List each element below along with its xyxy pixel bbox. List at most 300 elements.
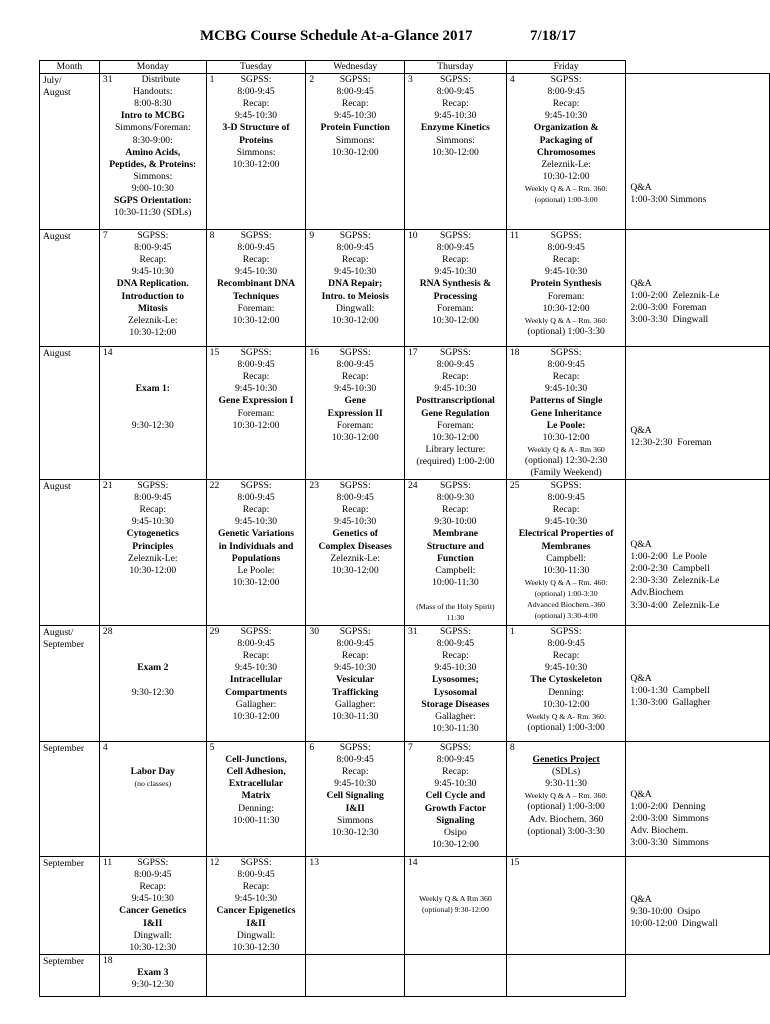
week-row (40, 742, 770, 857)
session-line: Recap: (552, 98, 580, 110)
session-line: Introduction to (121, 290, 185, 302)
session-line: Recap: (442, 504, 469, 516)
page-title: MCBG Course Schedule At-a-Glance 2017 (200, 28, 473, 44)
session-line: Amino Acids, (125, 146, 181, 158)
session-line: Foreman: (437, 302, 474, 314)
session-line: 9:45-10:30 (545, 662, 588, 674)
qa-line: Q&A (630, 278, 652, 290)
month-cell (40, 954, 100, 996)
qa-line: 1:00-2:00 Zeleznik-Le (630, 290, 720, 302)
month-cell (40, 347, 100, 480)
session-line: Gene Inheritance (530, 407, 602, 419)
session-line: 8:00-9:30 (436, 492, 475, 504)
session-line: 9:45-10:30 (234, 893, 278, 905)
day-cell (506, 230, 626, 347)
day-number: 14 (102, 347, 113, 359)
session-line: SGPSS: (240, 347, 272, 359)
session-line: Exam 2 (137, 662, 169, 674)
session-line: Intro. to Meiosis (321, 290, 389, 302)
session-line: 8:00-9:45 (547, 86, 585, 98)
session-line: Dingwall: (236, 929, 276, 941)
session-line: 9:45-10:30 (334, 110, 377, 122)
session-line: Recap: (139, 254, 167, 266)
qa-line: Adv. Biochem. (630, 825, 689, 837)
day-cell (506, 480, 626, 626)
session-line: 10:30-12:00 (331, 146, 379, 158)
day-cell (306, 742, 405, 857)
day-content (405, 626, 506, 735)
session-line: DNA Replication. (116, 278, 189, 290)
session-line: Recap: (242, 98, 270, 110)
session-line: SGPSS: (339, 626, 371, 638)
day-number: 31 (102, 74, 113, 86)
day-cell (306, 347, 405, 480)
session-line: 8:00-9:45 (547, 242, 585, 254)
session-line: Structure and (426, 540, 484, 552)
session-line: 9:45-10:30 (334, 516, 377, 528)
session-line: 8:00-9:45 (436, 86, 475, 98)
day-content (405, 347, 506, 468)
qa-cell (626, 626, 770, 742)
month-label: August/ (43, 627, 74, 639)
session-line: 8:00-9:45 (336, 242, 374, 254)
session-line: Foreman: (237, 302, 275, 314)
session-line: 9:45-10:30 (434, 778, 477, 790)
day-cell (306, 480, 405, 626)
session-line: 9:45-10:30 (545, 516, 588, 528)
day-cell (206, 230, 306, 347)
month-label: September (43, 858, 85, 870)
session-line: Weekly Q & A – Rm. 460: (524, 577, 608, 587)
session-line: 9:45-10:30 (234, 383, 278, 395)
session-line: Patterns of Single (529, 395, 603, 407)
day-cell (404, 347, 506, 480)
day-cell (206, 742, 306, 857)
day-cell (99, 742, 206, 857)
day-content (507, 230, 626, 338)
day-number: 15 (509, 857, 520, 869)
session-line: Cell Cycle and (425, 790, 486, 802)
month-label: August (43, 348, 71, 360)
day-number: 16 (309, 347, 319, 359)
day-cell (404, 74, 506, 230)
session-line (102, 674, 204, 686)
session-line (102, 395, 204, 407)
session-line: Intracellular (229, 674, 283, 686)
session-line: 9:30-12:30 (131, 419, 174, 431)
session-line: 10:00-11:30 (232, 814, 280, 826)
session-line: Zeleznik-Le: (128, 314, 178, 326)
day-number: 24 (407, 480, 418, 492)
session-line: SGPSS: (339, 742, 371, 754)
session-line: 10:30-12:00 (542, 431, 590, 443)
qa-line: 2:00-3:00 Foreman (630, 302, 707, 314)
session-line: Posttranscriptional (415, 395, 495, 407)
session-line: Proteins (239, 134, 273, 146)
day-number: 29 (209, 626, 220, 638)
session-line: Processing (433, 290, 478, 302)
day-number: 14 (407, 857, 418, 869)
day-content (207, 742, 306, 827)
qa-cell (626, 954, 770, 996)
day-content (100, 955, 206, 991)
session-line: Gallagher: (235, 698, 277, 710)
day-content (207, 857, 306, 954)
session-line: 9:30-11:30 (545, 778, 587, 790)
day-content (507, 626, 626, 734)
session-line: Recap: (442, 371, 469, 383)
qa-cell (626, 480, 770, 626)
session-line: Cancer Genetics (119, 905, 187, 917)
session-line: Recap: (442, 766, 469, 778)
day-cell (306, 954, 405, 996)
session-line: SGPSS: (240, 74, 272, 86)
session-line: Zeleznik-Le: (541, 158, 591, 170)
session-line: 9:45-10:30 (334, 778, 377, 790)
session-line: 10:30-12:30 (331, 826, 379, 838)
session-line: Membranes (541, 540, 591, 552)
session-line: Trafficking (332, 686, 379, 698)
day-number: 18 (509, 347, 520, 359)
session-line: Recap: (341, 98, 369, 110)
day-content (405, 230, 506, 327)
week-row (40, 347, 770, 480)
session-line: 8:00-9:45 (134, 492, 172, 504)
session-line: Recap: (552, 254, 580, 266)
session-line: SGPSS: (550, 626, 582, 638)
session-line: (optional) 12:30-2:30 (524, 454, 608, 466)
session-line: Techniques (233, 290, 280, 302)
session-line: Lysosomal (433, 686, 477, 698)
day-content (405, 74, 506, 159)
month-cell (40, 857, 100, 955)
session-line: SGPSS: (339, 230, 371, 242)
day-cell (306, 626, 405, 742)
session-line (102, 359, 204, 371)
session-line (509, 742, 624, 754)
session-line: Recap: (552, 371, 580, 383)
qa-line: Q&A (630, 789, 652, 801)
qa-line: 12:30-2:30 Foreman (630, 437, 712, 449)
day-cell (99, 74, 206, 230)
month-label: July/ (43, 75, 62, 87)
session-line: Le Poole: (237, 564, 275, 576)
session-line: 9:45-10:30 (434, 383, 477, 395)
qa-line: 1:00-2:00 Denning (630, 801, 706, 813)
session-line (407, 857, 504, 869)
session-line: 10:30-12:00 (542, 302, 590, 314)
day-number: 4 (509, 74, 515, 86)
session-line: Weekly Q & A – Rm. 360: (524, 315, 608, 325)
session-line: (Mass of the Holy Spirit) (416, 601, 495, 611)
day-number: 7 (407, 742, 413, 754)
session-line: Recap: (442, 98, 469, 110)
qa-line: 1:30-3:00 Gallagher (630, 697, 711, 709)
week-row (40, 230, 770, 347)
session-line: 10:30-12:00 (129, 564, 177, 576)
session-line: (no classes) (134, 779, 172, 789)
session-line: 8:00-9:45 (336, 754, 374, 766)
day-cell (206, 480, 306, 626)
session-line: Lysosomes; (431, 674, 479, 686)
session-line: 10:30-11:30 (SDLs) (114, 207, 192, 219)
qa-line: 3:00-3:30 Dingwall (630, 314, 709, 326)
session-line: 10:30-12:00 (331, 314, 379, 326)
day-cell (506, 954, 626, 996)
day-cell (306, 857, 405, 955)
session-line: Simmons: (335, 134, 375, 146)
session-line: Recombinant DNA (216, 278, 296, 290)
session-line: Recap: (552, 650, 580, 662)
session-line: The Cytoskeleton (530, 674, 602, 686)
day-content (507, 74, 626, 205)
session-line: Weekly Q & A Rm 360 (419, 894, 492, 904)
day-cell (206, 954, 306, 996)
session-line: 10:30-12:00 (232, 710, 280, 722)
session-line: SGPSS: (439, 480, 471, 492)
session-line: Library lecture: (425, 443, 486, 455)
session-line (102, 955, 204, 967)
session-line: Organization & (533, 122, 599, 134)
day-cell (404, 230, 506, 347)
day-cell (506, 857, 626, 955)
schedule-table (39, 60, 770, 997)
session-line: 8:00-9:45 (237, 869, 275, 881)
session-line: Recap: (341, 371, 369, 383)
session-line: 9:45-10:30 (334, 383, 377, 395)
session-line (102, 347, 204, 359)
day-number: 5 (209, 742, 215, 754)
session-line: SGPSS: (550, 480, 582, 492)
session-line: Gene Regulation (421, 407, 490, 419)
day-number: 9 (309, 230, 315, 242)
session-line: Zeleznik-Le: (128, 552, 178, 564)
day-content (100, 230, 206, 339)
month-cell (40, 480, 100, 626)
day-content (100, 857, 206, 954)
session-line: Packaging of (539, 134, 593, 146)
day-cell (506, 74, 626, 230)
day-content (306, 742, 404, 839)
month-label: September (43, 743, 85, 755)
week-row (40, 857, 770, 955)
session-line: 8:00-9:45 (336, 492, 374, 504)
month-cell (40, 74, 100, 230)
day-content (405, 742, 506, 851)
session-line: Intro to MCBG (120, 110, 185, 122)
week-row (40, 480, 770, 626)
session-line: 10:30-12:00 (232, 158, 280, 170)
day-content (405, 857, 506, 915)
day-content (306, 626, 404, 723)
session-line: Membrane (432, 528, 479, 540)
session-line: Vesicular (336, 674, 375, 686)
session-line: I&II (246, 917, 266, 929)
session-line: Electrical Properties of (518, 528, 614, 540)
day-cell (206, 626, 306, 742)
session-line: 8:00-9:45 (336, 638, 374, 650)
session-line: Gallagher: (435, 710, 476, 722)
session-line: 9:45-10:30 (434, 266, 477, 278)
session-line: SGPSS: (339, 480, 371, 492)
session-line: 9:30-12:30 (131, 978, 174, 990)
day-number: 4 (102, 742, 108, 754)
session-line (407, 869, 504, 881)
day-content (405, 480, 506, 623)
session-line: 8:00-9:45 (237, 242, 275, 254)
session-line: Foreman: (237, 407, 275, 419)
session-line: Cell Signaling (326, 790, 384, 802)
session-line: Principles (132, 540, 174, 552)
session-line: 9:00-10:30 (131, 182, 174, 194)
session-line: Osipo (443, 826, 467, 838)
day-number: 28 (102, 626, 113, 638)
session-line: Recap: (242, 254, 270, 266)
day-content (306, 74, 404, 159)
qa-line: 2:00-3:00 Simmons (630, 813, 709, 825)
session-line: 9:45-10:30 (545, 266, 588, 278)
day-number: 6 (309, 742, 315, 754)
header-month: Month (40, 61, 100, 74)
session-line (407, 881, 504, 893)
session-line: Cytogenetics (126, 528, 179, 540)
day-number: 30 (309, 626, 319, 638)
qa-line: Q&A (630, 539, 652, 551)
session-line: SGPSS: (137, 480, 169, 492)
day-number: 18 (102, 954, 113, 966)
session-line: Simmons/Foreman: (114, 122, 191, 134)
header-tuesday: Tuesday (206, 61, 306, 74)
session-line: 9:45-10:30 (131, 266, 174, 278)
session-line: Recap: (341, 650, 369, 662)
session-line: RNA Synthesis & (419, 278, 492, 290)
day-number: 15 (209, 347, 220, 359)
session-line: Chromosomes (536, 146, 596, 158)
session-line: 10:30-12:00 (542, 698, 590, 710)
day-content (207, 74, 306, 171)
day-content (100, 626, 206, 699)
header-thursday: Thursday (404, 61, 506, 74)
session-line: 8:00-9:45 (547, 492, 585, 504)
session-line: 8:00-9:45 (336, 359, 374, 371)
session-line: Populations (231, 552, 281, 564)
day-cell (306, 74, 405, 230)
session-line: Recap: (242, 650, 270, 662)
session-line: Genetics of (332, 528, 378, 540)
session-line: Recap: (139, 504, 167, 516)
session-line: 9:45-10:30 (131, 516, 174, 528)
session-line: in Individuals and (218, 540, 294, 552)
qa-line: 3:30-4:00 Zeleznik-Le (630, 599, 720, 611)
qa-cell (626, 857, 770, 955)
day-number: 2 (309, 74, 315, 86)
session-line: SGPSS: (439, 74, 471, 86)
session-line: (optional) 3:00-3:30 (527, 825, 605, 837)
session-line: 8:00-9:45 (237, 638, 275, 650)
qa-line: Q&A (630, 894, 652, 906)
session-line: Campbell: (435, 564, 476, 576)
header-row (40, 61, 770, 74)
session-line: 9:45-10:30 (334, 662, 377, 674)
session-line: Cell Adhesion, (226, 766, 286, 778)
session-line: Foreman: (547, 290, 585, 302)
month-label: August (43, 87, 71, 99)
session-line: Labor Day (130, 766, 175, 778)
qa-line: 9:30-10:00 Osipo (630, 906, 701, 918)
day-cell (99, 954, 206, 996)
qa-cell (626, 347, 770, 480)
day-content (306, 480, 404, 577)
session-line: I&II (143, 917, 163, 929)
session-line (209, 742, 304, 754)
day-cell (506, 742, 626, 857)
day-content (507, 480, 626, 621)
day-number: 17 (407, 347, 418, 359)
session-line: 8:00-9:45 (436, 242, 475, 254)
session-line: Foreman: (336, 419, 374, 431)
session-line: (optional) 1:00-3:30 (534, 588, 598, 598)
session-line: 8:00-9:45 (436, 754, 475, 766)
session-line: 9:45-10:30 (334, 266, 377, 278)
week-row (40, 626, 770, 742)
session-line: 10:30-12:00 (331, 564, 379, 576)
day-cell (99, 626, 206, 742)
day-number: 8 (509, 742, 515, 754)
month-cell (40, 742, 100, 857)
day-cell (99, 857, 206, 955)
session-line: Handouts: (133, 86, 173, 98)
month-cell (40, 626, 100, 742)
session-line: Simmons: (236, 146, 276, 158)
day-content (306, 347, 404, 444)
day-content (207, 230, 306, 327)
session-line: Storage Diseases (421, 698, 490, 710)
month-label: September (43, 955, 85, 967)
session-line: 10:30-11:30 (432, 722, 479, 734)
session-line: 8:00-9:45 (237, 86, 275, 98)
session-line: 9:45-10:30 (131, 893, 174, 905)
session-line: 10:30-12:00 (331, 431, 379, 443)
session-line: (optional) 1:00-3:00 (527, 801, 605, 813)
qa-line: 10:00-12:00 Dingwall (630, 918, 718, 930)
session-line: SGPSS: (439, 230, 471, 242)
session-line: (optional) 3:30-4:00 (534, 610, 598, 620)
session-line: Signaling (436, 814, 475, 826)
qa-line: 2:00-2:30 Campbell (630, 563, 710, 575)
session-line: 8:00-8:30 (134, 98, 172, 110)
session-line: Le Poole: (546, 419, 586, 431)
qa-cell (626, 230, 770, 347)
session-line: 10:00-11:30 (432, 576, 479, 588)
day-content (306, 230, 404, 327)
session-line: Foreman: (437, 419, 474, 431)
session-line: 9:45-10:30 (434, 662, 477, 674)
day-cell (306, 230, 405, 347)
session-line: Enzyme Kinetics (420, 122, 490, 134)
session-line (102, 408, 204, 420)
session-line: Recap: (442, 650, 469, 662)
session-line: SGPSS: (439, 347, 471, 359)
session-line: 8:30-9:00: (132, 134, 173, 146)
session-line: Simmons (337, 814, 374, 826)
session-line: SGPSS: (240, 626, 272, 638)
session-line: 10:30-12:00 (542, 170, 590, 182)
session-line: Recap: (442, 254, 469, 266)
session-line: Advanced Biochem.-360 (527, 599, 606, 609)
session-line: Recap: (341, 766, 369, 778)
session-line: Exam 1: (135, 383, 170, 395)
session-line: Protein Synthesis (530, 278, 602, 290)
